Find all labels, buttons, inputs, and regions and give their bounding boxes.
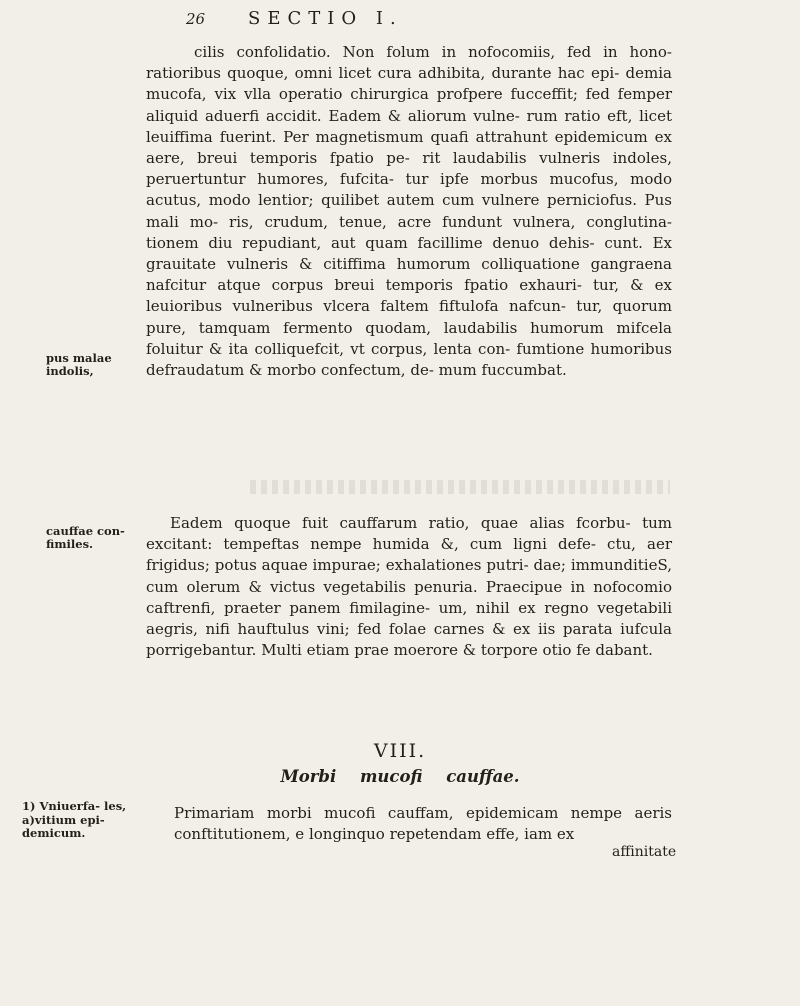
paragraph-vulnera: cilis confolidatio. Non folum in nofocomiis, fed in hono- ratioribus quoque, omni licet cura adhibita, durante hac epi- demia mucofa, vix vlla operatio chirurgica profpere fucceffit; fed femper aliquid aduerfi accidit. Eadem & aliorum vulne- rum ratio eft, licet leuiffima fuerint. Per magnetismum quafi attrahunt epidemicum ex aere, breui temporis fpatio pe- rit laudabilis vulneris indoles, peruertuntur humores, fufcita- tur ipfe morbus mucofus, modo acutus, modo lentior; quilibet autem cum vulnere perniciofus. Pus mali mo- ris, crudum, tenue, acre fundunt vulnera, conglutina- tionem diu repudiant, aut quam facillime denuo dehis- cunt. Ex grauitate vulneris & citiffima humorum colliquatione gangraena nafcitur atque corpus breui temporis fpatio exhauri- tur, & ex leuioribus vulneribus vlcera faltem fiftulofa nafcun- tur, quorum pure, tamquam fermento quodam, laudabilis humorum mifcela foluitur & ita colliquefcit, vt corpus, lenta con- fumtione humoribus defraudatum & morbo confectum, de- mum fuccumbat.: [146, 43, 672, 380]
catchword: affinitate: [612, 844, 677, 860]
paragraph-primaria-causa: Primariam morbi mucofi cauffam, epidemicam nempe aeris conftitutionem, e longinquo repetendam effe, iam ex: [174, 804, 672, 843]
margin-note-causae: cauffae con- fimiles.: [46, 524, 125, 551]
paragraph-causae-scorbuti: Eadem quoque fuit cauffarum ratio, quae alias fcorbu- tum excitant: tempeftas nempe humida &, cum ligni defe- ctu, aer frigidus; potus aquae impurae; exhalationes putri- dae; immunditieS, cum olerum & victus vegetabilis penuria. Praecipue in nofocomio caftrenfi, praeter panem fimilagine- um, nihil ex regno vegetabili aegris, nifi hauftulus vini; fed folae carnes & ex iis parata iufcula porrigebantur. Multi etiam prae moerore & torpore otio fe dabant.: [146, 514, 672, 660]
margin-note-pus: pus malae indolis,: [46, 351, 112, 378]
margin-note-vitium: a)vitium epi- demicum.: [22, 812, 105, 840]
section-heading: SECTIO I.: [248, 8, 403, 29]
chapter-number: VIII.: [373, 740, 427, 762]
show-through-marks: [250, 480, 670, 494]
page-number: 26: [186, 10, 206, 28]
chapter-title: Morbi mucofi cauffae.: [280, 767, 520, 786]
page-header: [0, 10, 800, 34]
margin-notes-bottom: [22, 800, 140, 841]
margin-note-universales: 1) Vniuerfa- les,: [22, 799, 127, 813]
